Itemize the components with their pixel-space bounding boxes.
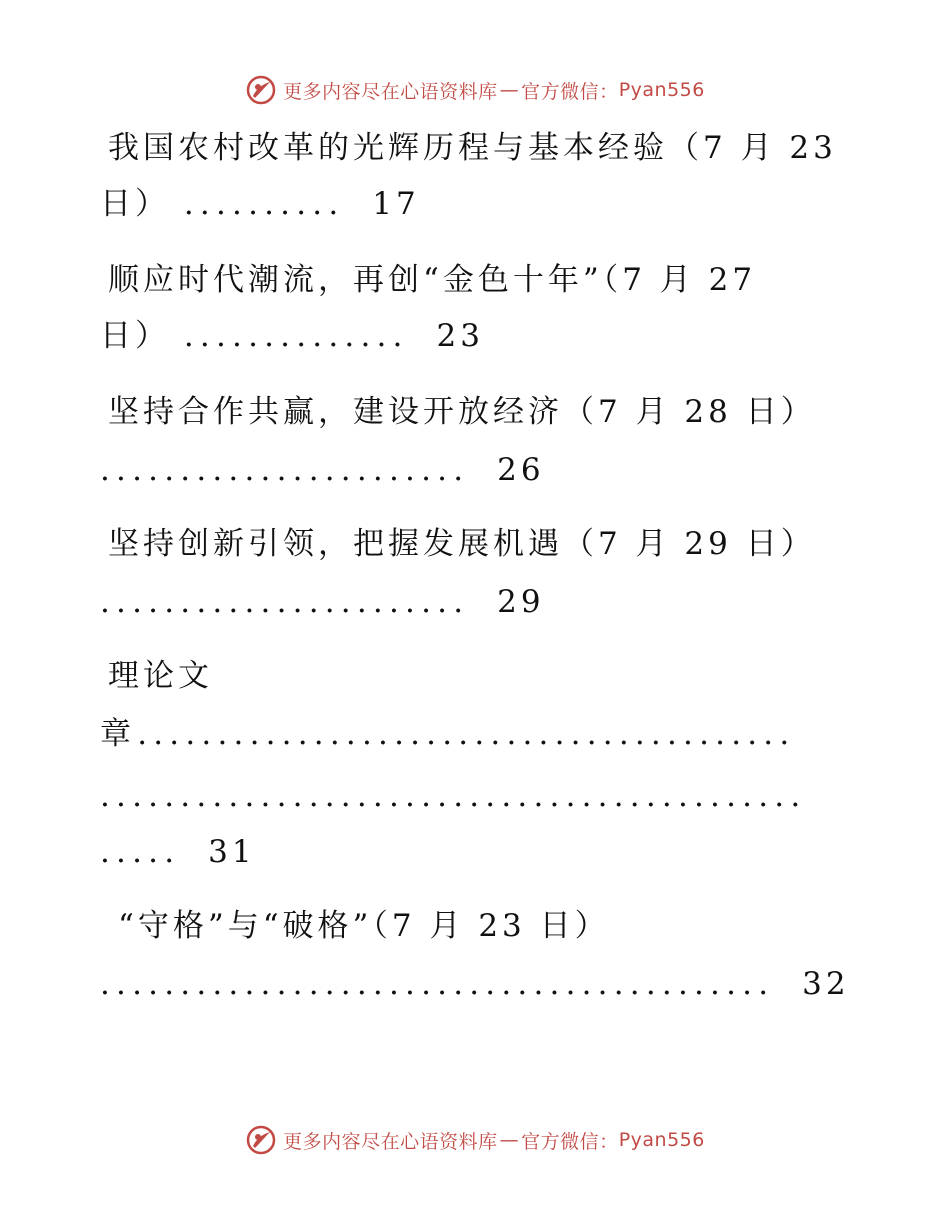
- banner-wechat-id: Pyan556: [618, 79, 705, 101]
- banner-dash: —: [499, 1129, 520, 1151]
- banner-wechat-id: Pyan556: [618, 1129, 705, 1151]
- toc-entry-1-date-end: 日）: [100, 186, 170, 222]
- toc-entry-4-dots: .......................: [100, 584, 470, 620]
- toc-entry-3-leader[interactable]: [100, 450, 860, 490]
- toc-entry-5-dots: ..........................................: [100, 966, 775, 1002]
- toc-entry-5-page: 32: [802, 966, 850, 1002]
- footer-watermark: [0, 1120, 950, 1160]
- pen-flower-logo-icon: [245, 1124, 277, 1156]
- toc-entry-1-title[interactable]: 我国农村改革的光辉历程与基本经验（7 月 23: [108, 130, 837, 166]
- toc-entry-3-dots: .......................: [100, 452, 470, 488]
- header-watermark: [0, 70, 950, 110]
- toc-entry-2-title[interactable]: 顺应时代潮流，再创“金色十年”（7 月 27: [108, 262, 757, 298]
- toc-section-leader-3[interactable]: [100, 832, 860, 872]
- toc-entry-1-dots: ..........: [183, 186, 345, 222]
- toc-entry-4-leader[interactable]: [100, 582, 860, 622]
- toc-entry-4-title[interactable]: 坚持创新引领，把握发展机遇（7 月 29 日）: [108, 526, 816, 562]
- toc-section-leader-1: 章.........................................: [100, 716, 796, 752]
- toc-section-page: 31: [208, 834, 256, 870]
- banner-text: 更多内容尽在心语资料库: [283, 1130, 498, 1153]
- toc-section-leader-2: ............................................: [100, 778, 807, 814]
- toc-entry-3-page: 26: [497, 452, 545, 488]
- toc-entry-1-page: 17: [372, 186, 420, 222]
- toc-entry-5-leader[interactable]: [100, 964, 860, 1004]
- toc-entry-3-title[interactable]: 坚持合作共赢，建设开放经济（7 月 28 日）: [108, 394, 816, 430]
- toc-section-title[interactable]: 理论文: [108, 658, 213, 694]
- toc-entry-2-leader[interactable]: [100, 316, 860, 356]
- pen-flower-logo-icon: [245, 74, 277, 106]
- banner-dash: —: [499, 79, 520, 101]
- toc-entry-2-page: 23: [436, 318, 484, 354]
- banner-text: 更多内容尽在心语资料库: [283, 80, 498, 103]
- toc-entry-2-date-end: 日）: [100, 318, 170, 354]
- banner-wechat-label: 官方微信：: [521, 1130, 619, 1153]
- banner-wechat-label: 官方微信：: [521, 80, 619, 103]
- toc-entry-4-page: 29: [497, 584, 545, 620]
- toc-entry-2-dots: ..............: [183, 318, 409, 354]
- toc-entry-1-leader[interactable]: [100, 184, 860, 224]
- toc-section-dots: .....: [100, 834, 181, 870]
- toc-entry-5-title[interactable]: “守格”与“破格”（7 月 23 日）: [118, 908, 610, 944]
